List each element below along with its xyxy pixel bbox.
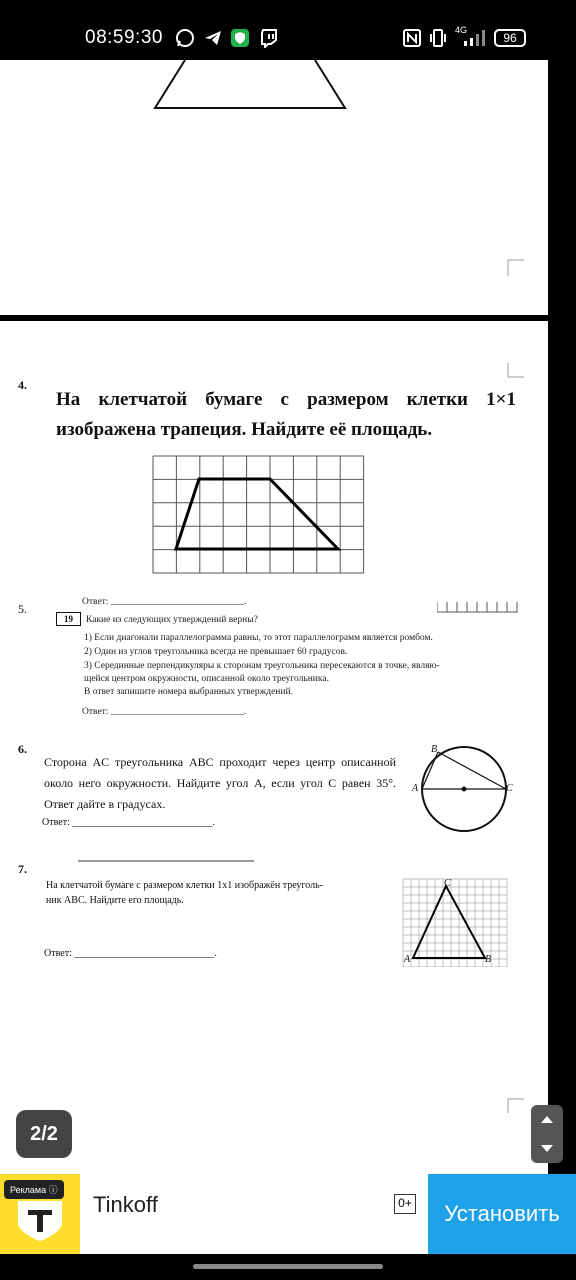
- point-c-label: C: [506, 783, 513, 794]
- twitch-icon: [259, 28, 279, 48]
- trapezoid-figure-top: [0, 60, 548, 315]
- telegram-icon: [203, 28, 223, 48]
- whatsapp-icon: [175, 28, 195, 48]
- age-rating-badge: 0+: [394, 1194, 416, 1214]
- question-number-4: 4.: [18, 378, 27, 392]
- statement-3b: щейся центром окружности, описанной около треугольника.: [84, 674, 329, 684]
- battery-level: 96: [503, 31, 517, 45]
- install-button[interactable]: Установить: [428, 1174, 576, 1254]
- triangle-grid-figure: [401, 877, 509, 967]
- point-a-label: A: [412, 783, 419, 794]
- arrow-up-icon[interactable]: [531, 1105, 563, 1134]
- ad-label-badge[interactable]: Реклама ⓘ: [4, 1180, 64, 1199]
- answer-line-5: Ответ: ____________________________.: [82, 707, 247, 717]
- answer-line-6: Ответ: ____________________________.: [42, 817, 215, 828]
- partial-grid-figure: [437, 600, 519, 614]
- tinkoff-logo-icon: [15, 1199, 65, 1243]
- question-6-text: Сторона AC треугольника ABC проходит через центр описанной около него окружности. Найдите угол A, если угол C равен 35°. Ответ дайте в градусах.: [44, 755, 396, 811]
- tri-point-a-label: A: [404, 954, 411, 965]
- vibrate-icon: [428, 28, 448, 48]
- page-indicator[interactable]: 2/2: [16, 1110, 72, 1158]
- tri-point-c-label: C: [444, 878, 451, 889]
- task-number-box: 19: [56, 612, 81, 626]
- tri-point-b-label: B: [485, 954, 492, 965]
- shield-app-icon: [230, 28, 250, 48]
- question-number-5: 5.: [18, 602, 27, 616]
- gesture-nav-handle[interactable]: [193, 1264, 383, 1269]
- network-label: 4G: [455, 25, 468, 35]
- question-5-text: Какие из следующих утверждений верны?: [86, 615, 258, 625]
- statement-1: 1) Если диагонали параллелограмма равны, то этот параллелограмм является ромбом.: [84, 633, 433, 643]
- question-number-7: 7.: [18, 862, 27, 876]
- question-4-text: [56, 385, 516, 445]
- signal-icon: [462, 28, 486, 48]
- statement-3a: 3) Серединные перпендикуляры к сторонам треугольника пересекаются в точке, являю-: [84, 661, 440, 671]
- document-page-1: [0, 60, 548, 315]
- question-7-line-2: ник ABC. Найдите его площадь.: [46, 895, 184, 906]
- page-scroll-control[interactable]: [531, 1105, 563, 1163]
- status-bar: [0, 0, 576, 60]
- trapezoid-grid-figure: [150, 453, 370, 578]
- separator-line: [78, 860, 258, 864]
- statement-2: 2) Один из углов треугольника всегда не превышает 60 градусов.: [84, 647, 348, 657]
- question-4-line-1: На клетчатой бумаге с размером клетки 1×1: [56, 389, 516, 410]
- nfc-icon: [402, 28, 422, 48]
- question-7-line-1: На клетчатой бумаге с размером клетки 1x1 изображён треуголь-: [46, 880, 324, 891]
- question-number-6: 6.: [18, 742, 27, 756]
- point-b-label: B: [431, 744, 438, 755]
- arrow-down-icon[interactable]: [531, 1134, 563, 1163]
- answer-line-7: Ответ: ____________________________.: [44, 948, 217, 959]
- instruction-text: В ответ запишите номера выбранных утверждений.: [84, 687, 293, 697]
- circle-triangle-figure: [410, 742, 520, 862]
- ad-banner[interactable]: [0, 1174, 576, 1254]
- status-time: 08:59:30: [85, 27, 163, 48]
- battery-indicator: [494, 29, 526, 47]
- question-4-line-2: изображена трапеция. Найдите её площадь.: [56, 419, 433, 440]
- previous-answer-line: Ответ: ____________________________.: [82, 597, 247, 607]
- ad-app-name[interactable]: Tinkoff: [93, 1192, 158, 1217]
